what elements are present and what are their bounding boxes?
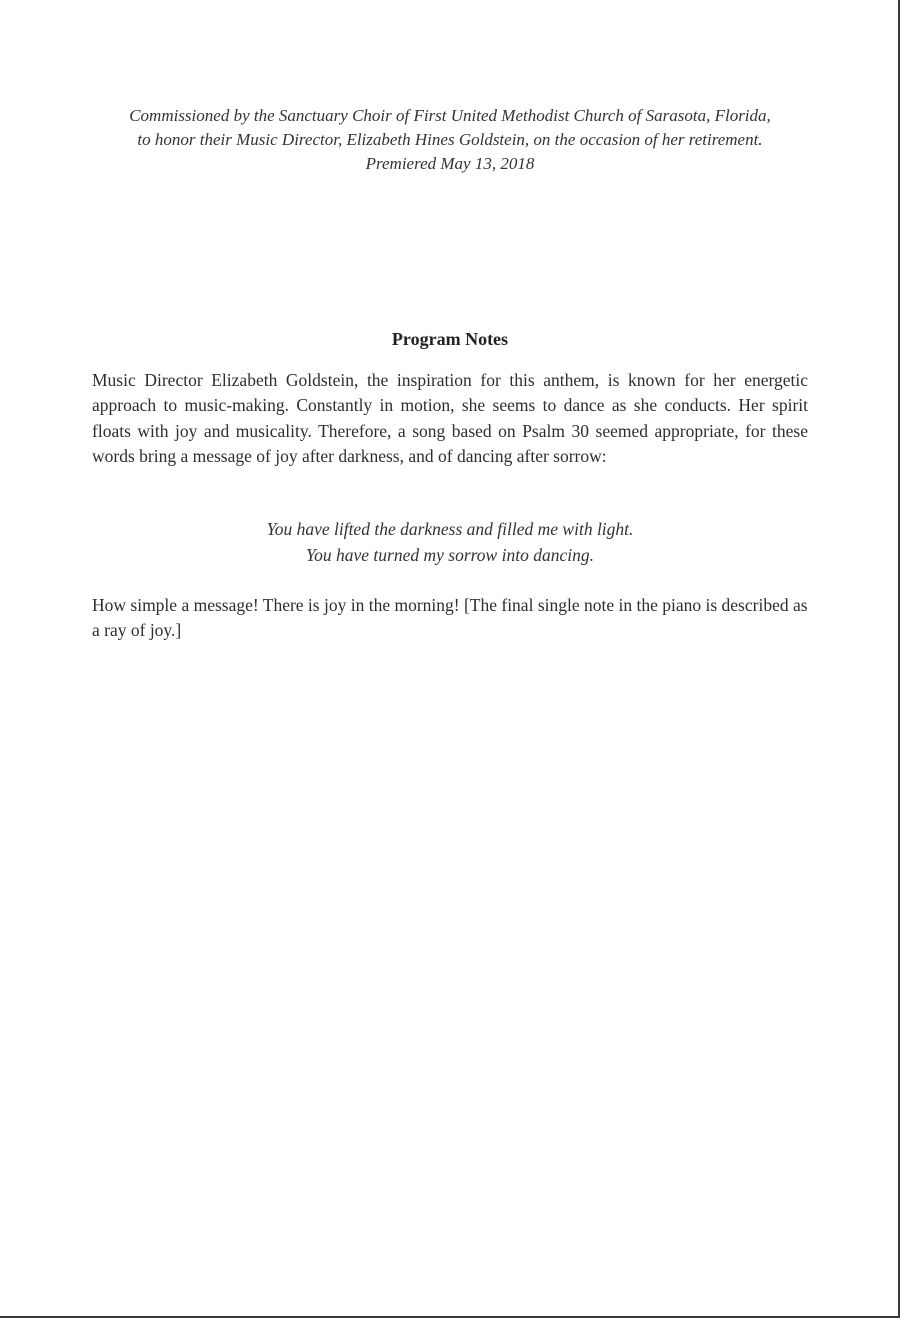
dedication-block [60, 104, 840, 176]
program-notes-heading: Program Notes [391, 329, 509, 349]
quote-line-1: You have lifted the darkness and filled me with light. [266, 519, 634, 539]
quote-line-2: You have turned my sorrow into dancing. [306, 544, 594, 565]
psalm-quote [0, 517, 900, 568]
premiere-date: Premiered May 13, 2018 [365, 154, 535, 173]
dedication-line-2: to honor their Music Director, Elizabeth Hines Goldstein, on the occasion of her retirement. [137, 130, 763, 149]
program-notes-paragraph-1: Music Director Elizabeth Goldstein, the inspiration for this anthem, is known for her energetic approach to music-making. Constantly in motion, she seems to dance as she conducts. Her spirit floats with joy and musicality. Therefore, a song based on Psalm 30 seemed appropriate, for these words bring a message of joy after darkness, and of dancing after sorrow: [92, 370, 808, 466]
program-notes-paragraph-2: How simple a message! There is joy in the morning! [The final single note in the piano is described as a ray of joy.] [92, 595, 808, 641]
dedication-line-1: Commissioned by the Sanctuary Choir of First United Methodist Church of Sarasota, Florida, [129, 106, 771, 125]
